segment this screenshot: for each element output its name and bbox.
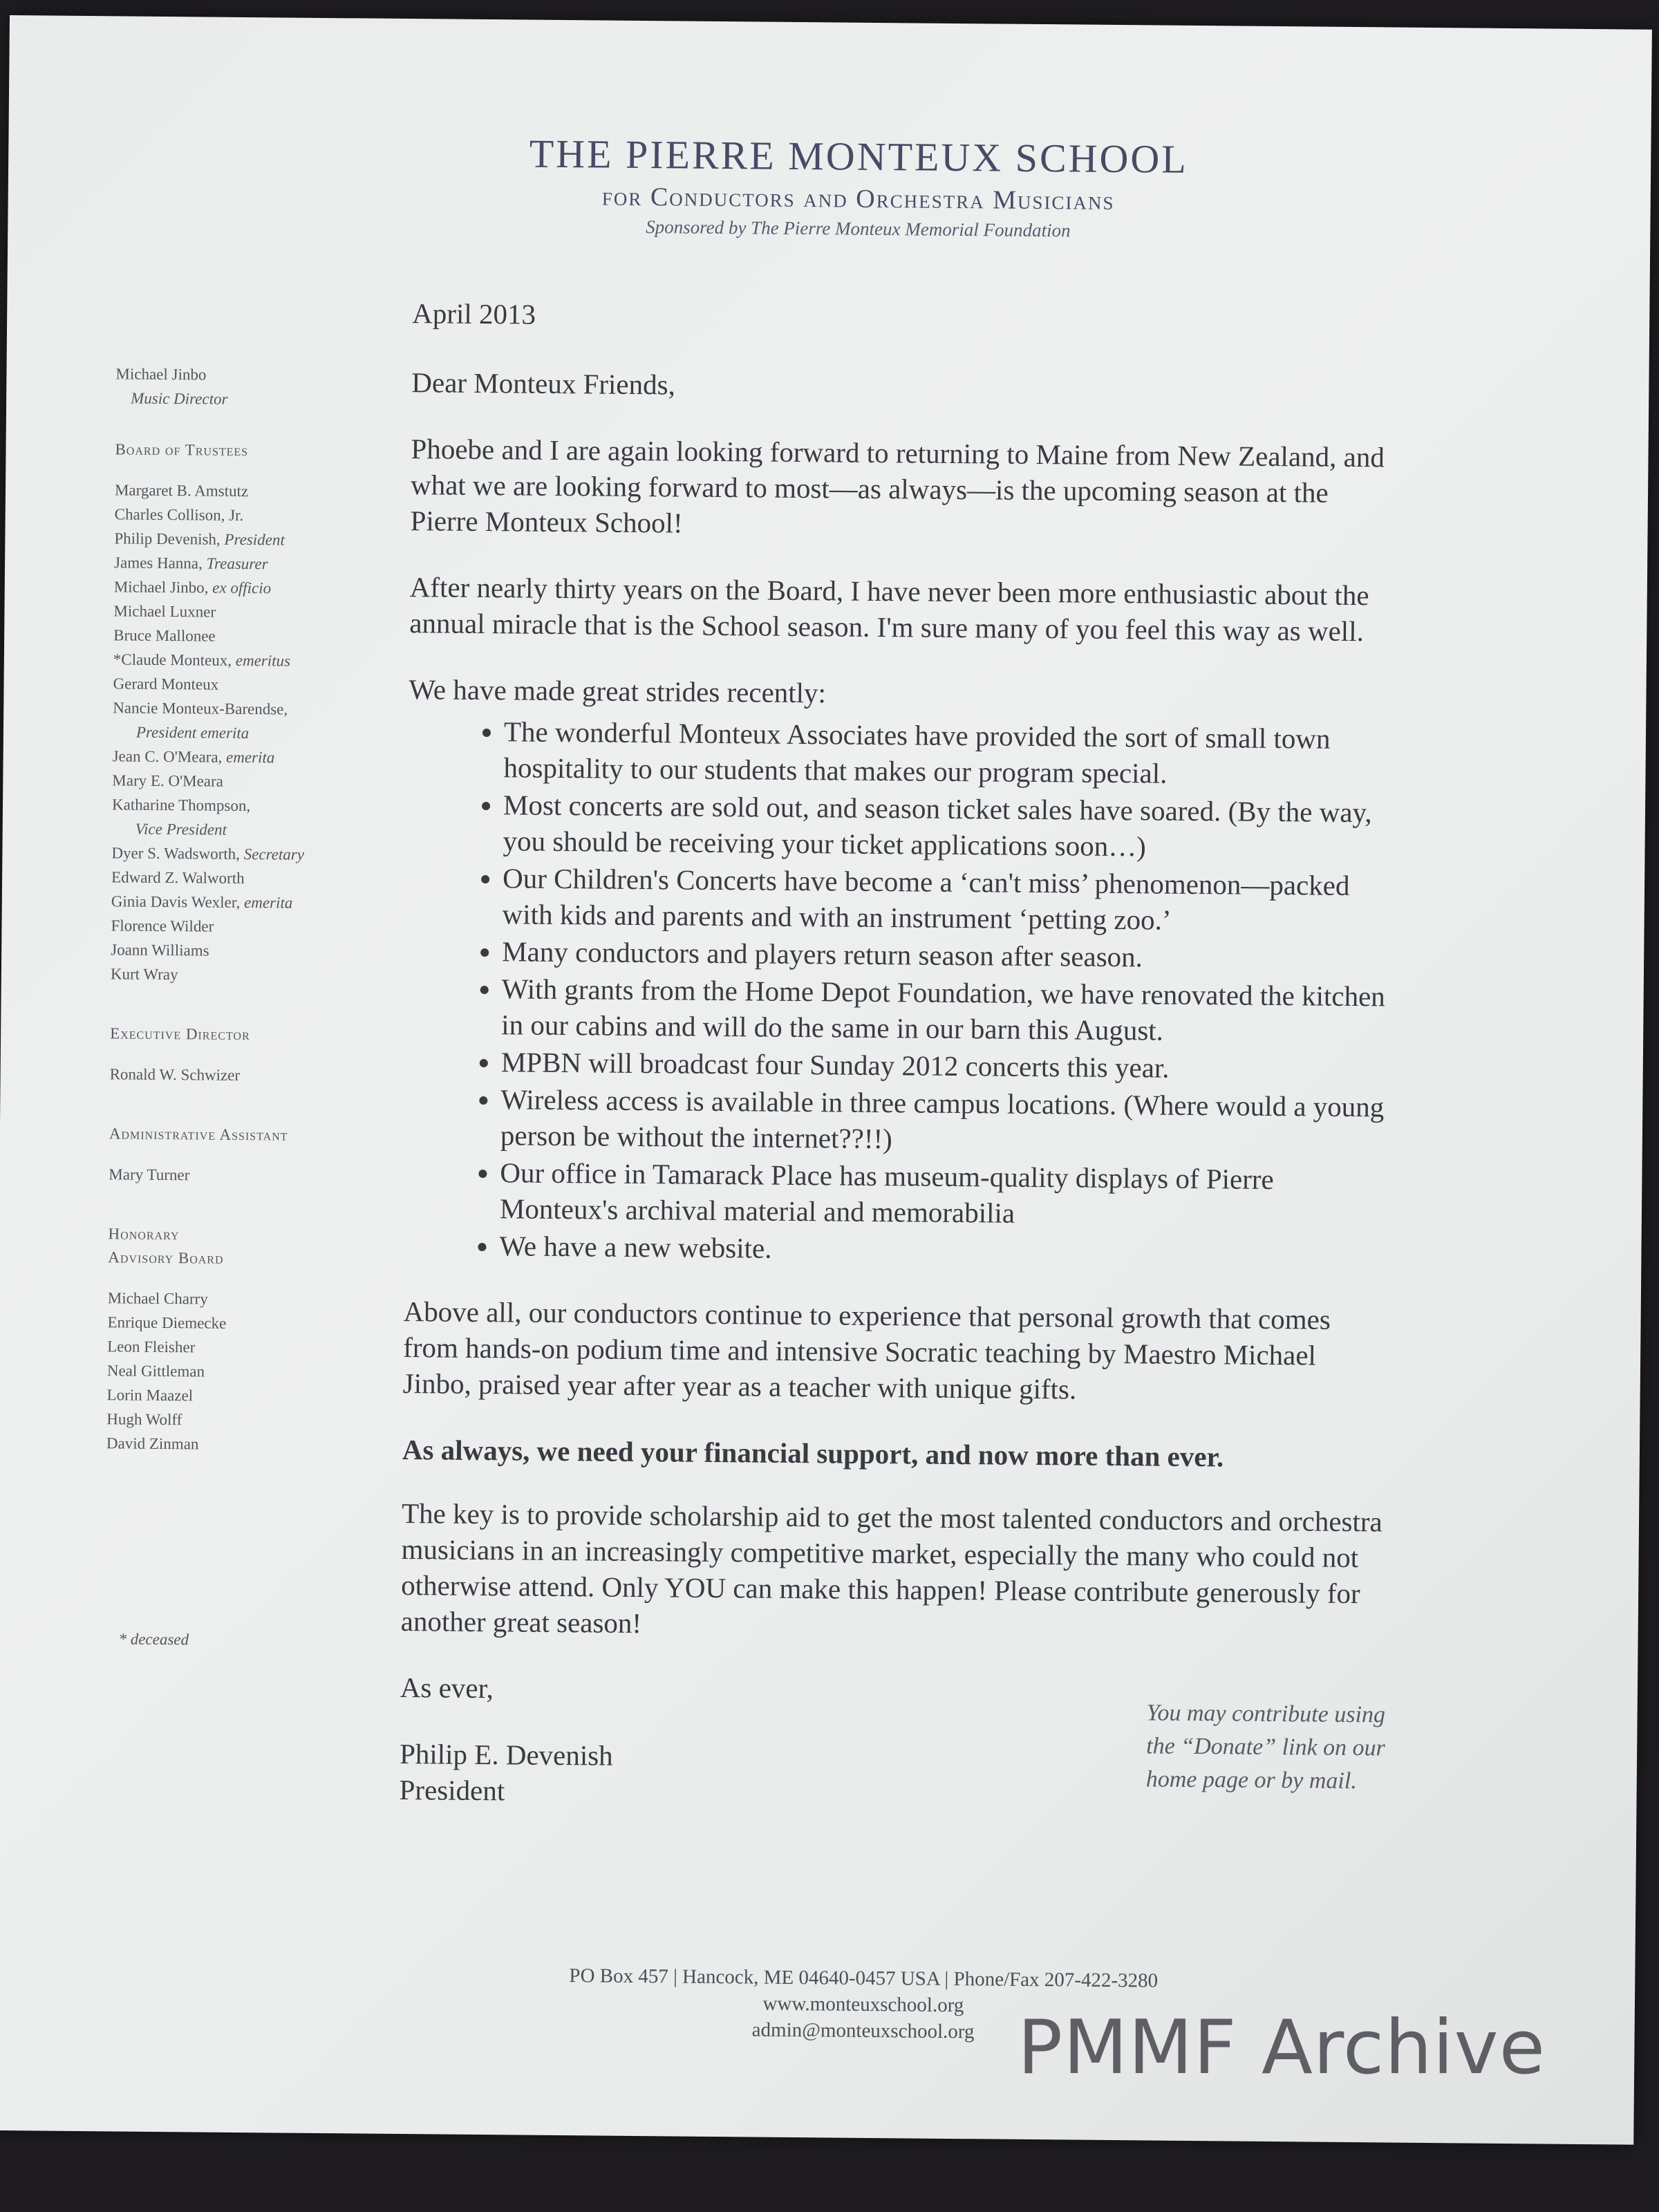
trustee-entry xyxy=(115,502,405,529)
honorary-member: Neal Gittleman xyxy=(106,1362,205,1380)
trustee-entry xyxy=(113,695,403,722)
strides-list xyxy=(404,713,1390,1271)
trustee-name: Charles Collison, Jr. xyxy=(114,505,244,524)
trustee-entry xyxy=(111,865,402,892)
honorary-heading-line2: Advisory Board xyxy=(108,1248,224,1267)
sponsor-line: Sponsored by The Pierre Monteux Memorial Foundation xyxy=(646,216,1071,241)
greeting: Dear Monteux Friends, xyxy=(411,366,676,401)
contribute-note: You may contribute using the “Donate” link on our home page or by mail. xyxy=(1145,1700,1386,1794)
trustee-entry xyxy=(112,792,402,819)
stride-item: • Many conductors and players return season after season. xyxy=(502,933,1388,977)
stride-item: • With grants from the Home Depot Foundation, we have renovated the kitchen in our cabins and will do the same in our barn this August. xyxy=(501,971,1388,1050)
trustee-name: Dyer S. Wadsworth, xyxy=(111,844,241,863)
trustee-name: Edward Z. Walworth xyxy=(111,868,245,888)
trustee-name: Florence Wilder xyxy=(111,917,214,935)
trustee-entry xyxy=(111,841,402,868)
footer-website: www.monteuxschool.org xyxy=(762,1992,964,2017)
stride-item: • MPBN will broadcast four Sunday 2012 concerts this year. xyxy=(501,1044,1387,1087)
trustee-role: Treasurer xyxy=(206,554,268,573)
trustee-list xyxy=(111,478,405,988)
trustee-entry xyxy=(113,720,403,747)
closing: As ever, xyxy=(400,1671,494,1705)
strides-intro: We have made great strides recently: xyxy=(409,673,827,709)
trustee-entry xyxy=(114,526,404,553)
school-name: THE PIERRE MONTEUX SCHOOL xyxy=(529,131,1189,182)
admin-assistant-name: Mary Turner xyxy=(109,1165,190,1184)
trustee-name: Joann Williams xyxy=(111,941,209,959)
trustee-role: Vice President xyxy=(135,820,227,838)
letter-page xyxy=(0,15,1652,2145)
director-role: Music Director xyxy=(131,389,228,408)
trustee-name: Michael Jinbo, xyxy=(113,578,209,597)
trustee-entry xyxy=(114,550,404,577)
stride-item: • Wireless access is available in three campus locations. (Where would a young person be without the internet??!!) xyxy=(500,1081,1387,1161)
honorary-member: David Zinman xyxy=(106,1434,199,1453)
support-appeal: As always, we need your financial support, and now more than ever. xyxy=(402,1434,1224,1473)
trustee-role: emeritus xyxy=(235,651,291,670)
honorary-member: Hugh Wolff xyxy=(106,1410,182,1429)
music-director-block xyxy=(115,362,406,413)
trustee-name: Kurt Wray xyxy=(110,965,178,984)
trustee-entry xyxy=(114,574,404,601)
honorary-member: Michael Charry xyxy=(107,1289,208,1308)
trustee-name: Jean C. O'Meara, xyxy=(112,747,223,766)
exec-director-heading: Executive Director xyxy=(110,1024,250,1044)
trustee-name: Michael Luxner xyxy=(113,602,216,621)
stride-item: • We have a new website. xyxy=(499,1228,1385,1271)
honorary-board-heading xyxy=(108,1222,399,1272)
trustee-role: President xyxy=(224,530,285,549)
stride-item: • Our Children's Concerts have become a ‘can't miss’ phenomenon—packed with kids and parents and with an instrument ‘petting zoo.’ xyxy=(502,860,1389,939)
archive-watermark: PMMF Archive xyxy=(1018,2005,1546,2091)
trustee-name: *Claude Monteux, xyxy=(113,650,232,669)
paragraph-1: Phoebe and I are again looking forward to returning to Maine from New Zealand, and what we are looking forward to most—as always—is the upcoming season at the Pierre Monteux School! xyxy=(410,433,1385,539)
admin-assistant-heading: Administrative Assistant xyxy=(109,1125,288,1144)
trustee-entry xyxy=(112,768,402,795)
honorary-member: Enrique Diemecke xyxy=(107,1313,227,1332)
honorary-list xyxy=(106,1286,398,1458)
letter-body xyxy=(399,295,1394,1816)
sidebar-staff-list xyxy=(104,362,406,1653)
trustee-entry xyxy=(115,478,405,505)
trustee-entry xyxy=(113,599,404,626)
trustee-entry xyxy=(111,962,401,988)
trustee-name: Nancie Monteux-Barendse, xyxy=(113,699,288,718)
trustee-entry xyxy=(112,816,402,843)
trustee-name: Mary E. O'Meara xyxy=(112,771,224,790)
stride-item: • The wonderful Monteux Associates have provided the sort of small town hospitality to our students that makes our program special. xyxy=(503,713,1390,793)
trustee-name: Gerard Monteux xyxy=(113,675,219,693)
signer-title: President xyxy=(399,1774,505,1807)
footer-email: admin@monteuxschool.org xyxy=(751,2018,975,2043)
board-heading: Board of Trustees xyxy=(115,440,249,460)
footer-address: PO Box 457 | Hancock, ME 04640-0457 USA | Phone/Fax 207-422-3280 xyxy=(569,1965,1159,1992)
letter-date: April 2013 xyxy=(412,297,536,330)
honorary-member: Leon Fleisher xyxy=(107,1338,196,1356)
trustee-role: Secretary xyxy=(243,845,305,863)
trustee-entry xyxy=(111,913,401,940)
trustee-role: President emerita xyxy=(135,723,250,742)
letterhead xyxy=(298,129,1418,245)
trustee-role: emerita xyxy=(243,894,293,912)
honorary-heading-line1: Honorary xyxy=(108,1225,180,1244)
trustee-role: ex officio xyxy=(212,579,272,597)
trustee-name: James Hanna, xyxy=(113,554,203,572)
exec-director-name: Ronald W. Schwizer xyxy=(109,1065,241,1084)
paragraph-2: After nearly thirty years on the Board, I have never been more enthusiastic about the annual miracle that is the School season. I'm sure many of you feel this way as well. xyxy=(409,571,1369,648)
trustee-name: Bruce Mallonee xyxy=(113,626,216,645)
signer-name: Philip E. Devenish xyxy=(399,1738,613,1772)
trustee-name: Katharine Thompson, xyxy=(111,796,251,815)
trustee-name: Margaret B. Amstutz xyxy=(114,481,249,500)
paragraph-3: Above all, our conductors continue to experience that personal growth that comes from hands-on podium time and intensive Socratic teaching by Maestro Michael Jinbo, praised year after year as a teacher with unique gifts. xyxy=(402,1295,1331,1405)
trustee-entry xyxy=(112,744,402,771)
signature-block xyxy=(399,1669,1386,1816)
trustee-entry xyxy=(111,889,402,916)
stride-item: • Our office in Tamarack Place has museum-quality displays of Pierre Monteux's archival material and memorabilia xyxy=(500,1154,1387,1234)
trustee-name: Ginia Davis Wexler, xyxy=(111,892,241,911)
trustee-entry xyxy=(113,671,403,698)
deceased-note: * deceased xyxy=(118,1630,189,1649)
trustee-role: emerita xyxy=(225,748,275,767)
honorary-member: Lorin Maazel xyxy=(106,1386,194,1405)
stride-item: • Most concerts are sold out, and season ticket sales have soared. (By the way, you should be receiving your ticket applications soon…) xyxy=(503,787,1389,866)
trustee-name: Philip Devenish, xyxy=(114,529,221,548)
school-subtitle: for Conductors and Orchestra Musicians xyxy=(601,182,1115,216)
director-name: Michael Jinbo xyxy=(115,365,207,384)
trustee-entry xyxy=(113,623,404,650)
trustee-entry xyxy=(113,647,404,674)
trustee-entry xyxy=(111,937,401,964)
paragraph-4: The key is to provide scholarship aid to get the most talented conductors and orchestra musicians in an increasingly competitive market, especially the many who could not otherwise attend. Only YOU can make this happen! Please contribute generously for another great season! xyxy=(400,1497,1382,1640)
